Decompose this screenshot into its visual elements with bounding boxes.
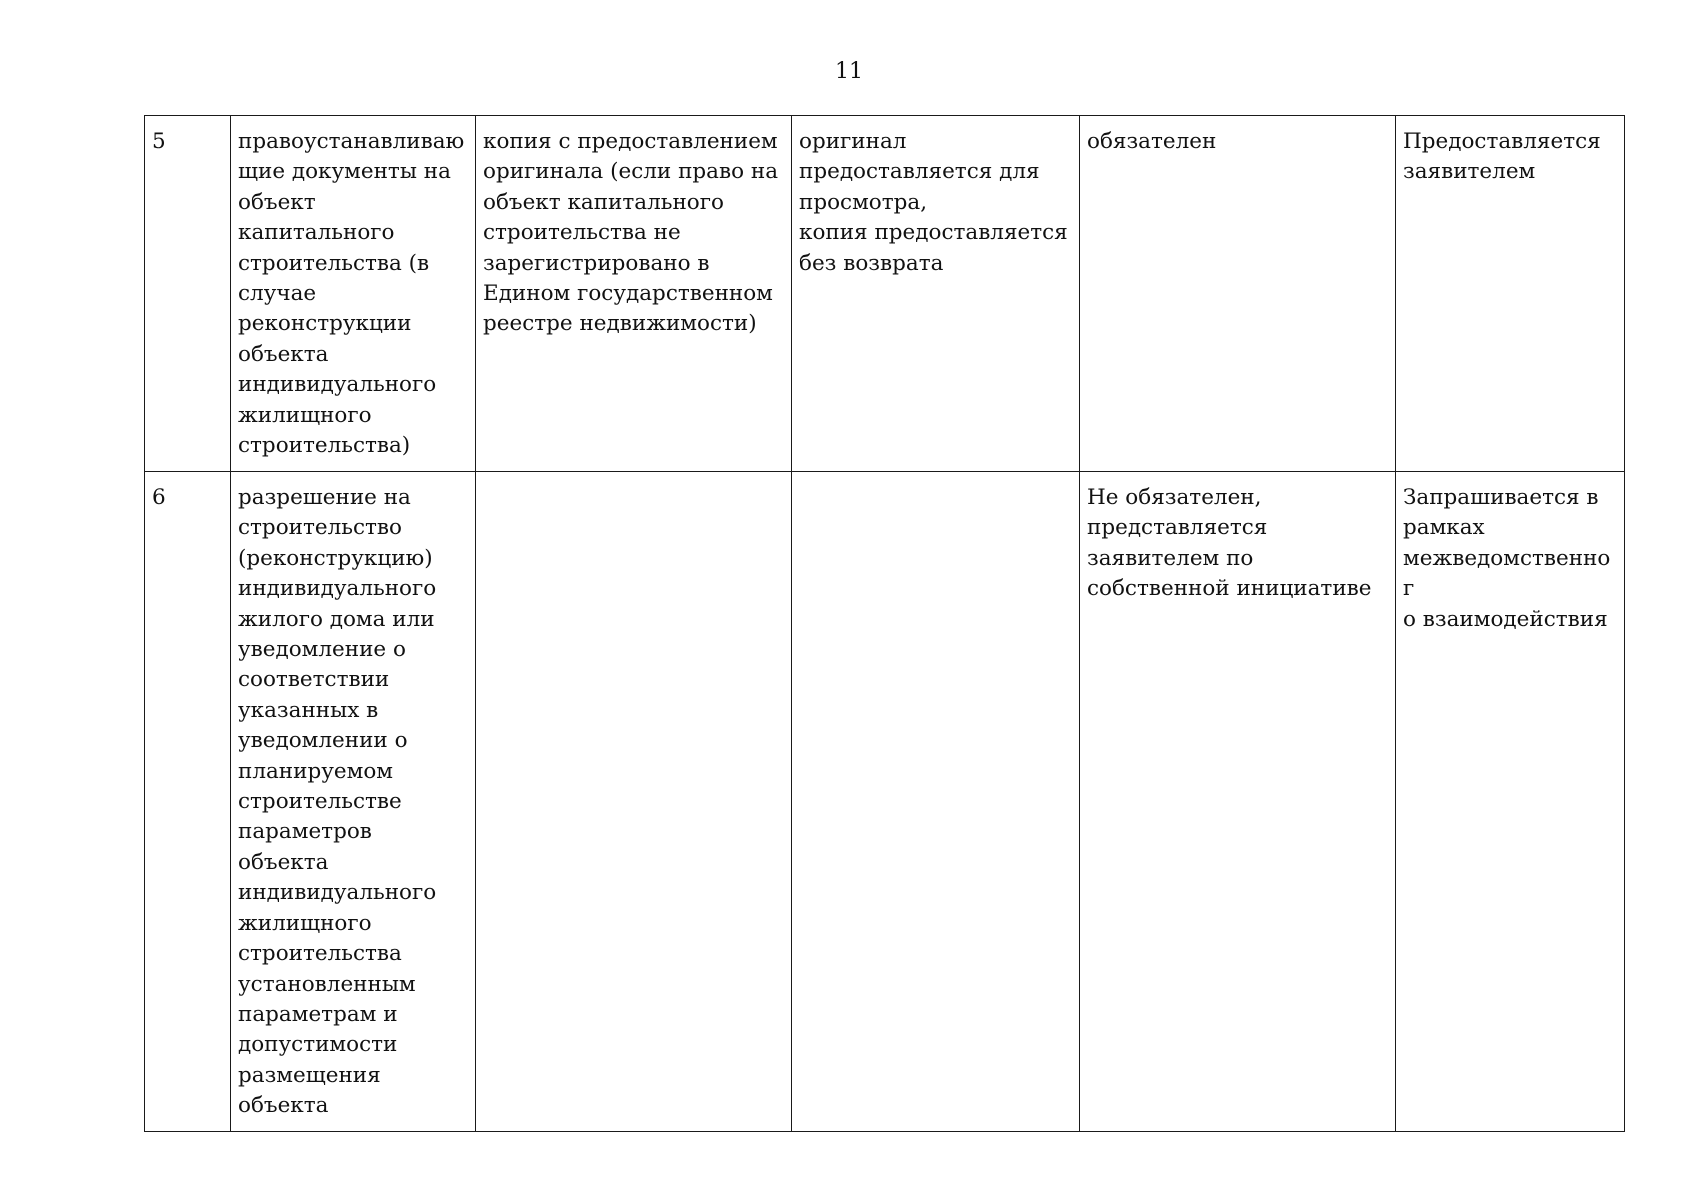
row-number-cell: 5: [145, 116, 231, 472]
document-form-cell: копия с предоставлением оригинала (если право на объект капитального строительства не зарегистрировано в Едином государственном реестре недвижимости): [476, 116, 792, 472]
document-name-cell: правоустанавливаю щие документы на объект капитального строительства (в случае реконструкции объекта индивидуального жилищного строительства): [231, 116, 476, 472]
source-cell: Запрашивается в рамках межведомственног о взаимодействия: [1396, 472, 1625, 1132]
page-number: 11: [835, 59, 863, 84]
documents-table: [144, 115, 1625, 1132]
document-form-cell: [476, 472, 792, 1132]
table-row: [145, 116, 1625, 472]
document-name-cell: разрешение на строительство (реконструкцию) индивидуального жилого дома или уведомление о соответствии указанных в уведомлении о планируемом строительстве параметров объекта индивидуального жилищного строительства установленным параметрам и допустимости размещения объекта: [231, 472, 476, 1132]
row-number-cell: 6: [145, 472, 231, 1132]
document-notes-cell: оригинал предоставляется для просмотра, копия предоставляется без возврата: [792, 116, 1080, 472]
requirement-cell: обязателен: [1080, 116, 1396, 472]
document-notes-cell: [792, 472, 1080, 1132]
requirement-cell: Не обязателен, представляется заявителем по собственной инициативе: [1080, 472, 1396, 1132]
source-cell: Предоставляется заявителем: [1396, 116, 1625, 472]
table-row: [145, 472, 1625, 1132]
